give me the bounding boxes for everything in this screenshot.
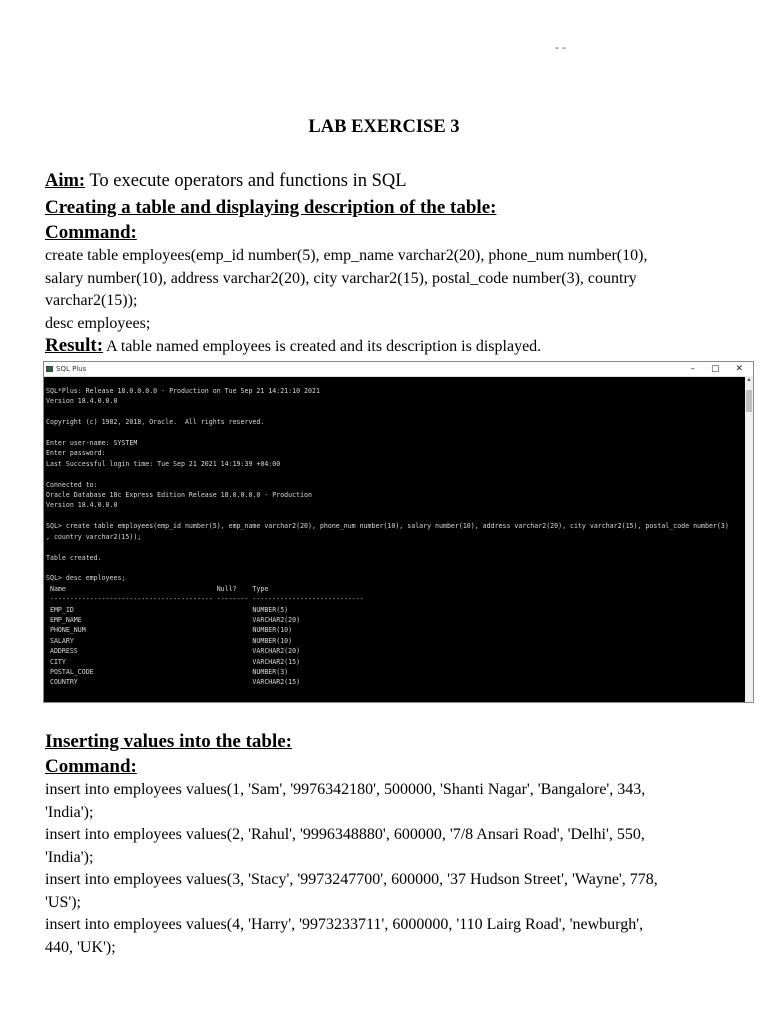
console-line: Table created. <box>46 553 102 562</box>
command-line: varchar2(15)); <box>45 292 138 309</box>
header-mark: - - <box>555 40 566 54</box>
console-line: EMP_ID NUMBER(5) <box>46 605 289 614</box>
section-create-heading: Creating a table and displaying description of the table: <box>45 197 497 218</box>
console-line: ADDRESS VARCHAR2(20) <box>46 647 301 656</box>
console-line: PHONE_NUM NUMBER(10) <box>46 626 293 635</box>
window-title: SQL Plus <box>56 365 87 373</box>
console-output <box>46 386 743 702</box>
console-line <box>46 407 743 417</box>
console-line: POSTAL_CODE NUMBER(3) <box>46 667 289 676</box>
console-line: Name Null? Type <box>46 584 269 593</box>
console-line: , country varchar2(15)); <box>46 532 142 541</box>
close-icon: ✕ <box>735 364 743 374</box>
console-line: CITY VARCHAR2(15) <box>46 657 301 666</box>
section-create <box>45 195 745 358</box>
console-line: Enter user-name: SYSTEM <box>46 439 138 448</box>
scroll-up-arrow-icon: ▲ <box>746 377 752 383</box>
console-line: Version 18.4.0.0.0 <box>46 397 118 406</box>
console-line: Connected to: <box>46 480 98 489</box>
command-line: insert into employees values(4, 'Harry', '9973233711', 6000000, '110 Lairg Road', 'newburgh', <box>45 916 644 933</box>
console-line: Copyright (c) 1982, 2018, Oracle. All rights reserved. <box>46 418 265 427</box>
result-label: Result: <box>45 335 104 356</box>
console-line <box>46 428 743 438</box>
command-line: 'India'); <box>45 803 94 821</box>
command-line: create table employees(emp_id number(5), emp_name varchar2(20), phone_num number(10), <box>45 247 648 264</box>
console-line: Enter password: <box>46 449 106 458</box>
section-create-command <box>45 245 745 335</box>
command-line: 'India'); <box>45 848 94 866</box>
console-line: SQL*Plus: Release 18.0.0.0.0 - Production on Tue Sep 21 14:21:10 2021 <box>46 387 320 395</box>
command-line: desc employees; <box>45 314 151 332</box>
aim-label: Aim: <box>45 171 86 191</box>
command-line: 'US'); <box>45 893 81 911</box>
command-line: 440, 'UK'); <box>45 938 116 956</box>
minimize-icon: – <box>690 364 695 374</box>
command-line: salary number(10), address varchar2(20), city varchar2(15), postal_code number(3), country <box>45 269 637 287</box>
section-insert <box>45 729 745 959</box>
console-line: Oracle Database 18c Express Edition Release 18.0.0.0.0 - Production <box>46 491 312 500</box>
page-title: LAB EXERCISE 3 <box>308 117 460 137</box>
console-line <box>46 542 743 552</box>
result-text: A table named employees is created and its description is displayed. <box>103 338 542 355</box>
console-line: Version 18.4.0.0.0 <box>46 501 118 510</box>
window-titlebar <box>44 362 753 377</box>
console-line <box>46 563 743 573</box>
sqlplus-window-screenshot <box>43 361 754 703</box>
result-line <box>45 335 745 358</box>
section-insert-heading: Inserting values into the table: <box>45 731 292 752</box>
command-line: insert into employees values(2, 'Rahul', '9996348880', 600000, '7/8 Ansari Road', 'Delhi', 550, <box>45 826 645 843</box>
scrollbar-thumb <box>746 390 752 412</box>
console-line: SALARY NUMBER(10) <box>46 636 293 645</box>
console-line <box>46 511 743 521</box>
console-line: ----------------------------------------- -------- ---------------------------- <box>46 595 364 604</box>
aim-line <box>45 170 745 192</box>
console-line: SQL> create table employees(emp_id number(5), emp_name varchar2(20), phone_num number(10), salary number(10), address varchar2(20), city varchar2(15), postal_code number(3) <box>46 522 729 531</box>
section-create-command-label: Command: <box>45 222 137 243</box>
window-controls <box>690 364 753 374</box>
sqlplus-app-icon <box>46 366 53 372</box>
section-insert-command <box>45 779 745 959</box>
command-line: insert into employees values(1, 'Sam', '9976342180', 500000, 'Shanti Nagar', 'Bangalore', 343, <box>45 781 646 798</box>
console-line: Last Successful login time: Tue Sep 21 2021 14:19:39 +04:00 <box>46 459 281 468</box>
section-insert-command-label: Command: <box>45 756 137 777</box>
command-line: insert into employees values(3, 'Stacy', '9973247700', 600000, '37 Hudson Street', 'Wayne', 778, <box>45 871 658 888</box>
console-line: SQL> desc employees; <box>46 574 126 583</box>
maximize-icon: ▢ <box>710 364 720 374</box>
console-line: COUNTRY VARCHAR2(15) <box>46 678 301 687</box>
console-line: EMP_NAME VARCHAR2(20) <box>46 615 301 624</box>
aim-text: To execute operators and functions in SQL <box>85 171 407 191</box>
console-line <box>46 469 743 479</box>
console-scrollbar <box>745 376 753 702</box>
